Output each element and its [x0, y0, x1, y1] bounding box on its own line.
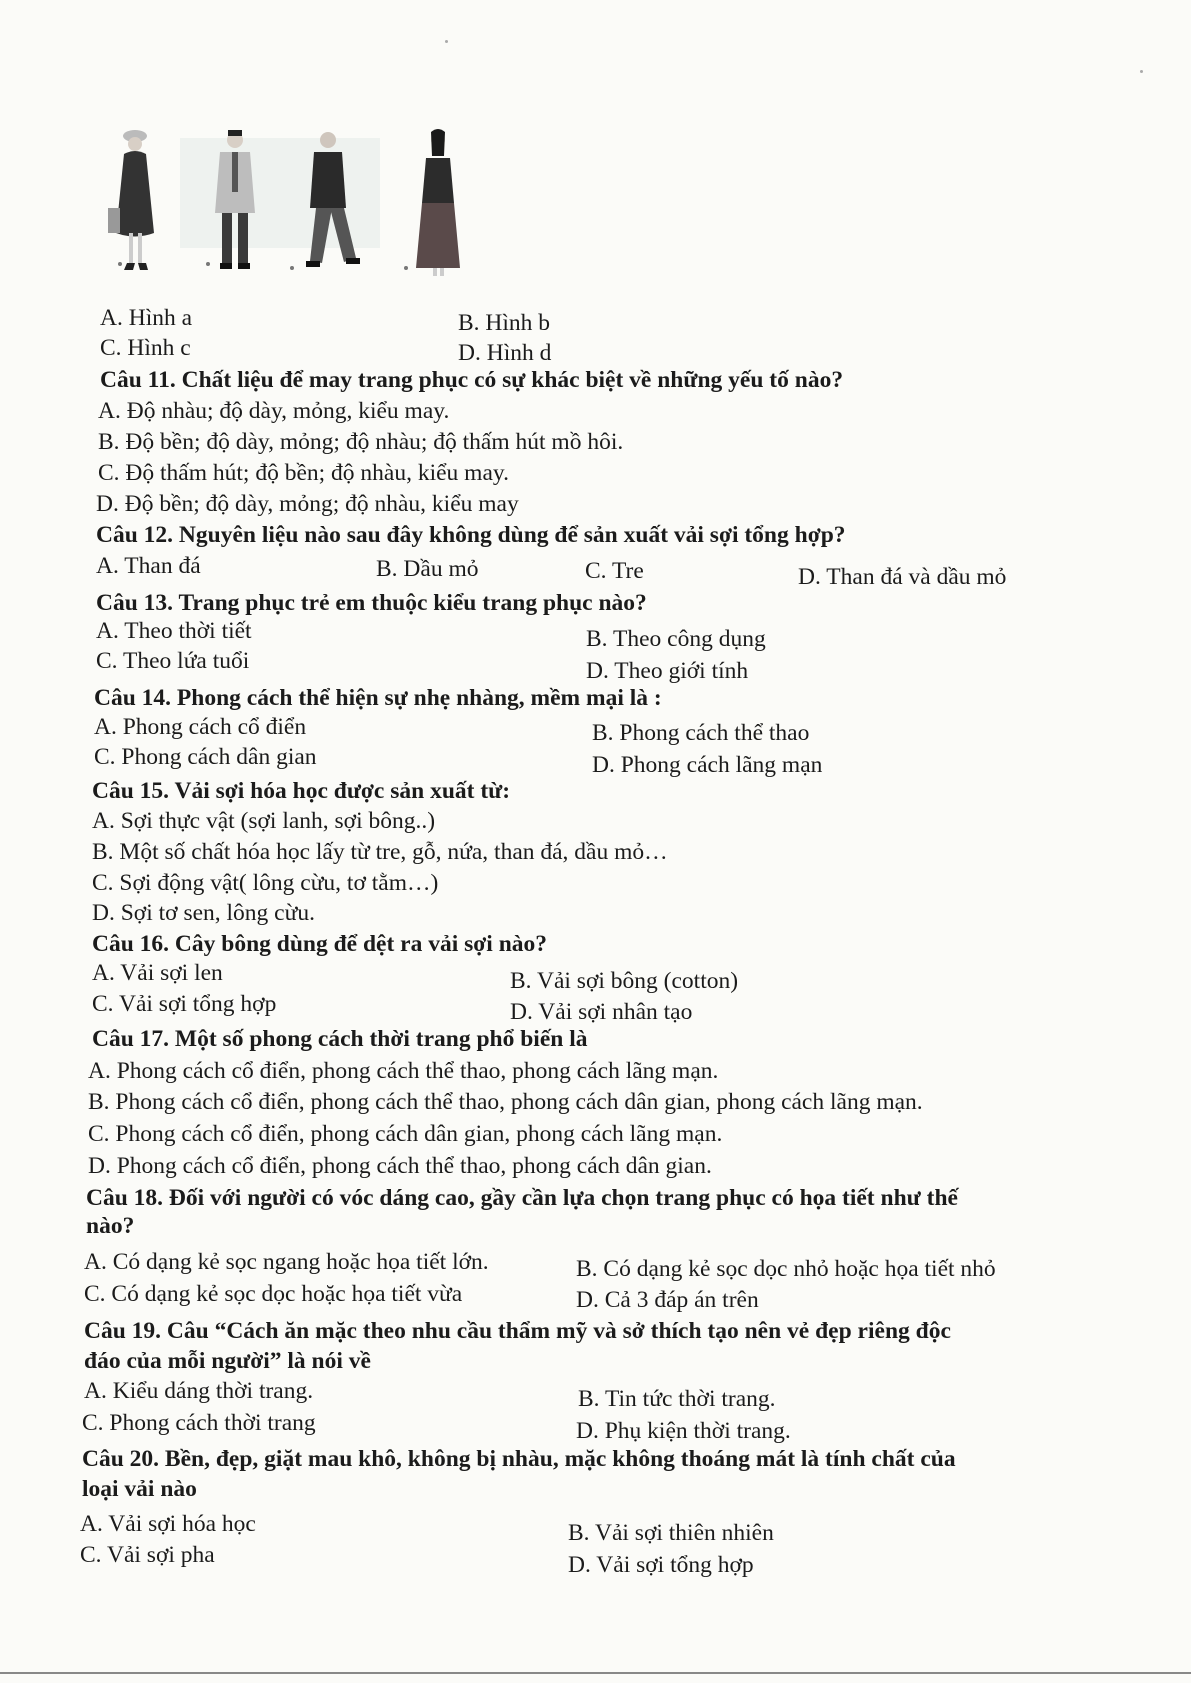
- q16-option-b: B. Vải sợi bông (cotton): [510, 968, 739, 994]
- figures-illustration: [100, 128, 520, 303]
- question-16: Câu 16. Cây bông dùng để dệt ra vải sợi nào?: [92, 931, 548, 957]
- q18-option-d: D. Cả 3 đáp án trên: [576, 1287, 759, 1313]
- option-a: A. Hình a: [100, 305, 193, 331]
- q13-option-d: D. Theo giới tính: [586, 658, 749, 684]
- option-b: B. Hình b: [458, 310, 551, 336]
- option-d: D. Hình d: [458, 340, 552, 366]
- question-18-cont: nào?: [86, 1213, 135, 1239]
- figure-d: [416, 129, 460, 276]
- q17-option-c: C. Phong cách cổ điển, phong cách dân gian, phong cách lãng mạn.: [88, 1121, 723, 1147]
- q11-option-b: B. Độ bền; độ dày, mỏng; độ nhàu; độ thấm hút mồ hôi.: [98, 429, 624, 455]
- question-13: Câu 13. Trang phục trẻ em thuộc kiểu trang phục nào?: [96, 590, 647, 616]
- q12-option-c: C. Tre: [585, 558, 644, 584]
- q18-option-b: B. Có dạng kẻ sọc dọc nhỏ hoặc họa tiết nhỏ: [576, 1256, 996, 1282]
- question-19: Câu 19. Câu “Cách ăn mặc theo nhu cầu thẩm mỹ và sở thích tạo nên vẻ đẹp riêng độc: [84, 1318, 951, 1344]
- q20-option-d: D. Vải sợi tổng hợp: [568, 1552, 754, 1578]
- scan-edge: [0, 1672, 1191, 1674]
- q12-option-b: B. Dầu mỏ: [376, 556, 479, 582]
- q20-option-a: A. Vải sợi hóa học: [80, 1511, 256, 1537]
- question-12: Câu 12. Nguyên liệu nào sau đây không dùng để sản xuất vải sợi tổng hợp?: [96, 522, 846, 548]
- q17-option-a: A. Phong cách cổ điển, phong cách thể thao, phong cách lãng mạn.: [88, 1058, 719, 1084]
- q14-option-d: D. Phong cách lãng mạn: [592, 752, 823, 778]
- q18-option-a: A. Có dạng kẻ sọc ngang hoặc họa tiết lớn.: [84, 1249, 489, 1275]
- q15-option-b: B. Một số chất hóa học lấy từ tre, gỗ, nứa, than đá, dầu mỏ…: [92, 839, 668, 865]
- scan-speck: [1140, 70, 1143, 73]
- q19-option-d: D. Phụ kiện thời trang.: [576, 1418, 791, 1444]
- q15-option-a: A. Sợi thực vật (sợi lanh, sợi bông..): [92, 808, 436, 834]
- q14-option-c: C. Phong cách dân gian: [94, 744, 317, 770]
- q18-option-c: C. Có dạng kẻ sọc dọc hoặc họa tiết vừa: [84, 1281, 463, 1307]
- q12-option-d: D. Than đá và dầu mỏ: [798, 564, 1007, 590]
- q20-option-b: B. Vải sợi thiên nhiên: [568, 1520, 774, 1546]
- question-14: Câu 14. Phong cách thể hiện sự nhẹ nhàng, mềm mại là :: [94, 685, 662, 711]
- q19-option-c: C. Phong cách thời trang: [82, 1410, 316, 1436]
- fashion-figures-image: [100, 128, 520, 303]
- question-20-cont: loại vải nào: [82, 1476, 197, 1502]
- question-17: Câu 17. Một số phong cách thời trang phổ biến là: [92, 1026, 588, 1052]
- q11-option-a: A. Độ nhàu; độ dày, mỏng, kiểu may.: [98, 398, 450, 424]
- q13-option-a: A. Theo thời tiết: [96, 618, 252, 644]
- q12-option-a: A. Than đá: [96, 553, 201, 579]
- question-20: Câu 20. Bền, đẹp, giặt mau khô, không bị nhàu, mặc không thoáng mát là tính chất của: [82, 1446, 956, 1472]
- question-18: Câu 18. Đối với người có vóc dáng cao, gầy cần lựa chọn trang phục có họa tiết như thế: [86, 1185, 958, 1211]
- figure-a: [108, 130, 154, 270]
- q16-option-d: D. Vải sợi nhân tạo: [510, 999, 693, 1025]
- q17-option-d: D. Phong cách cổ điển, phong cách thể thao, phong cách dân gian.: [88, 1153, 712, 1179]
- scan-speck: [445, 40, 448, 43]
- q17-option-b: B. Phong cách cổ điển, phong cách thể thao, phong cách dân gian, phong cách lãng mạn.: [88, 1089, 923, 1115]
- q11-option-d: D. Độ bền; độ dày, mỏng; độ nhàu, kiểu may: [96, 491, 519, 517]
- q15-option-d: D. Sợi tơ sen, lông cừu.: [92, 900, 315, 926]
- q13-option-c: C. Theo lứa tuổi: [96, 648, 250, 674]
- question-19-cont: đáo của mỗi người” là nói về: [84, 1348, 371, 1374]
- q19-option-a: A. Kiểu dáng thời trang.: [84, 1378, 314, 1404]
- option-c: C. Hình c: [100, 335, 191, 361]
- question-11: Câu 11. Chất liệu để may trang phục có sự khác biệt về những yếu tố nào?: [100, 367, 844, 393]
- q16-option-a: A. Vải sợi len: [92, 960, 223, 986]
- q20-option-c: C. Vải sợi pha: [80, 1542, 215, 1568]
- q14-option-b: B. Phong cách thể thao: [592, 720, 810, 746]
- question-15: Câu 15. Vải sợi hóa học được sản xuất từ:: [92, 778, 511, 804]
- q15-option-c: C. Sợi động vật( lông cừu, tơ tằm…): [92, 870, 439, 896]
- q19-option-b: B. Tin tức thời trang.: [578, 1386, 776, 1412]
- q13-option-b: B. Theo công dụng: [586, 626, 766, 652]
- q14-option-a: A. Phong cách cổ điển: [94, 714, 307, 740]
- q16-option-c: C. Vải sợi tổng hợp: [92, 991, 277, 1017]
- q11-option-c: C. Độ thấm hút; độ bền; độ nhàu, kiểu may.: [98, 460, 509, 486]
